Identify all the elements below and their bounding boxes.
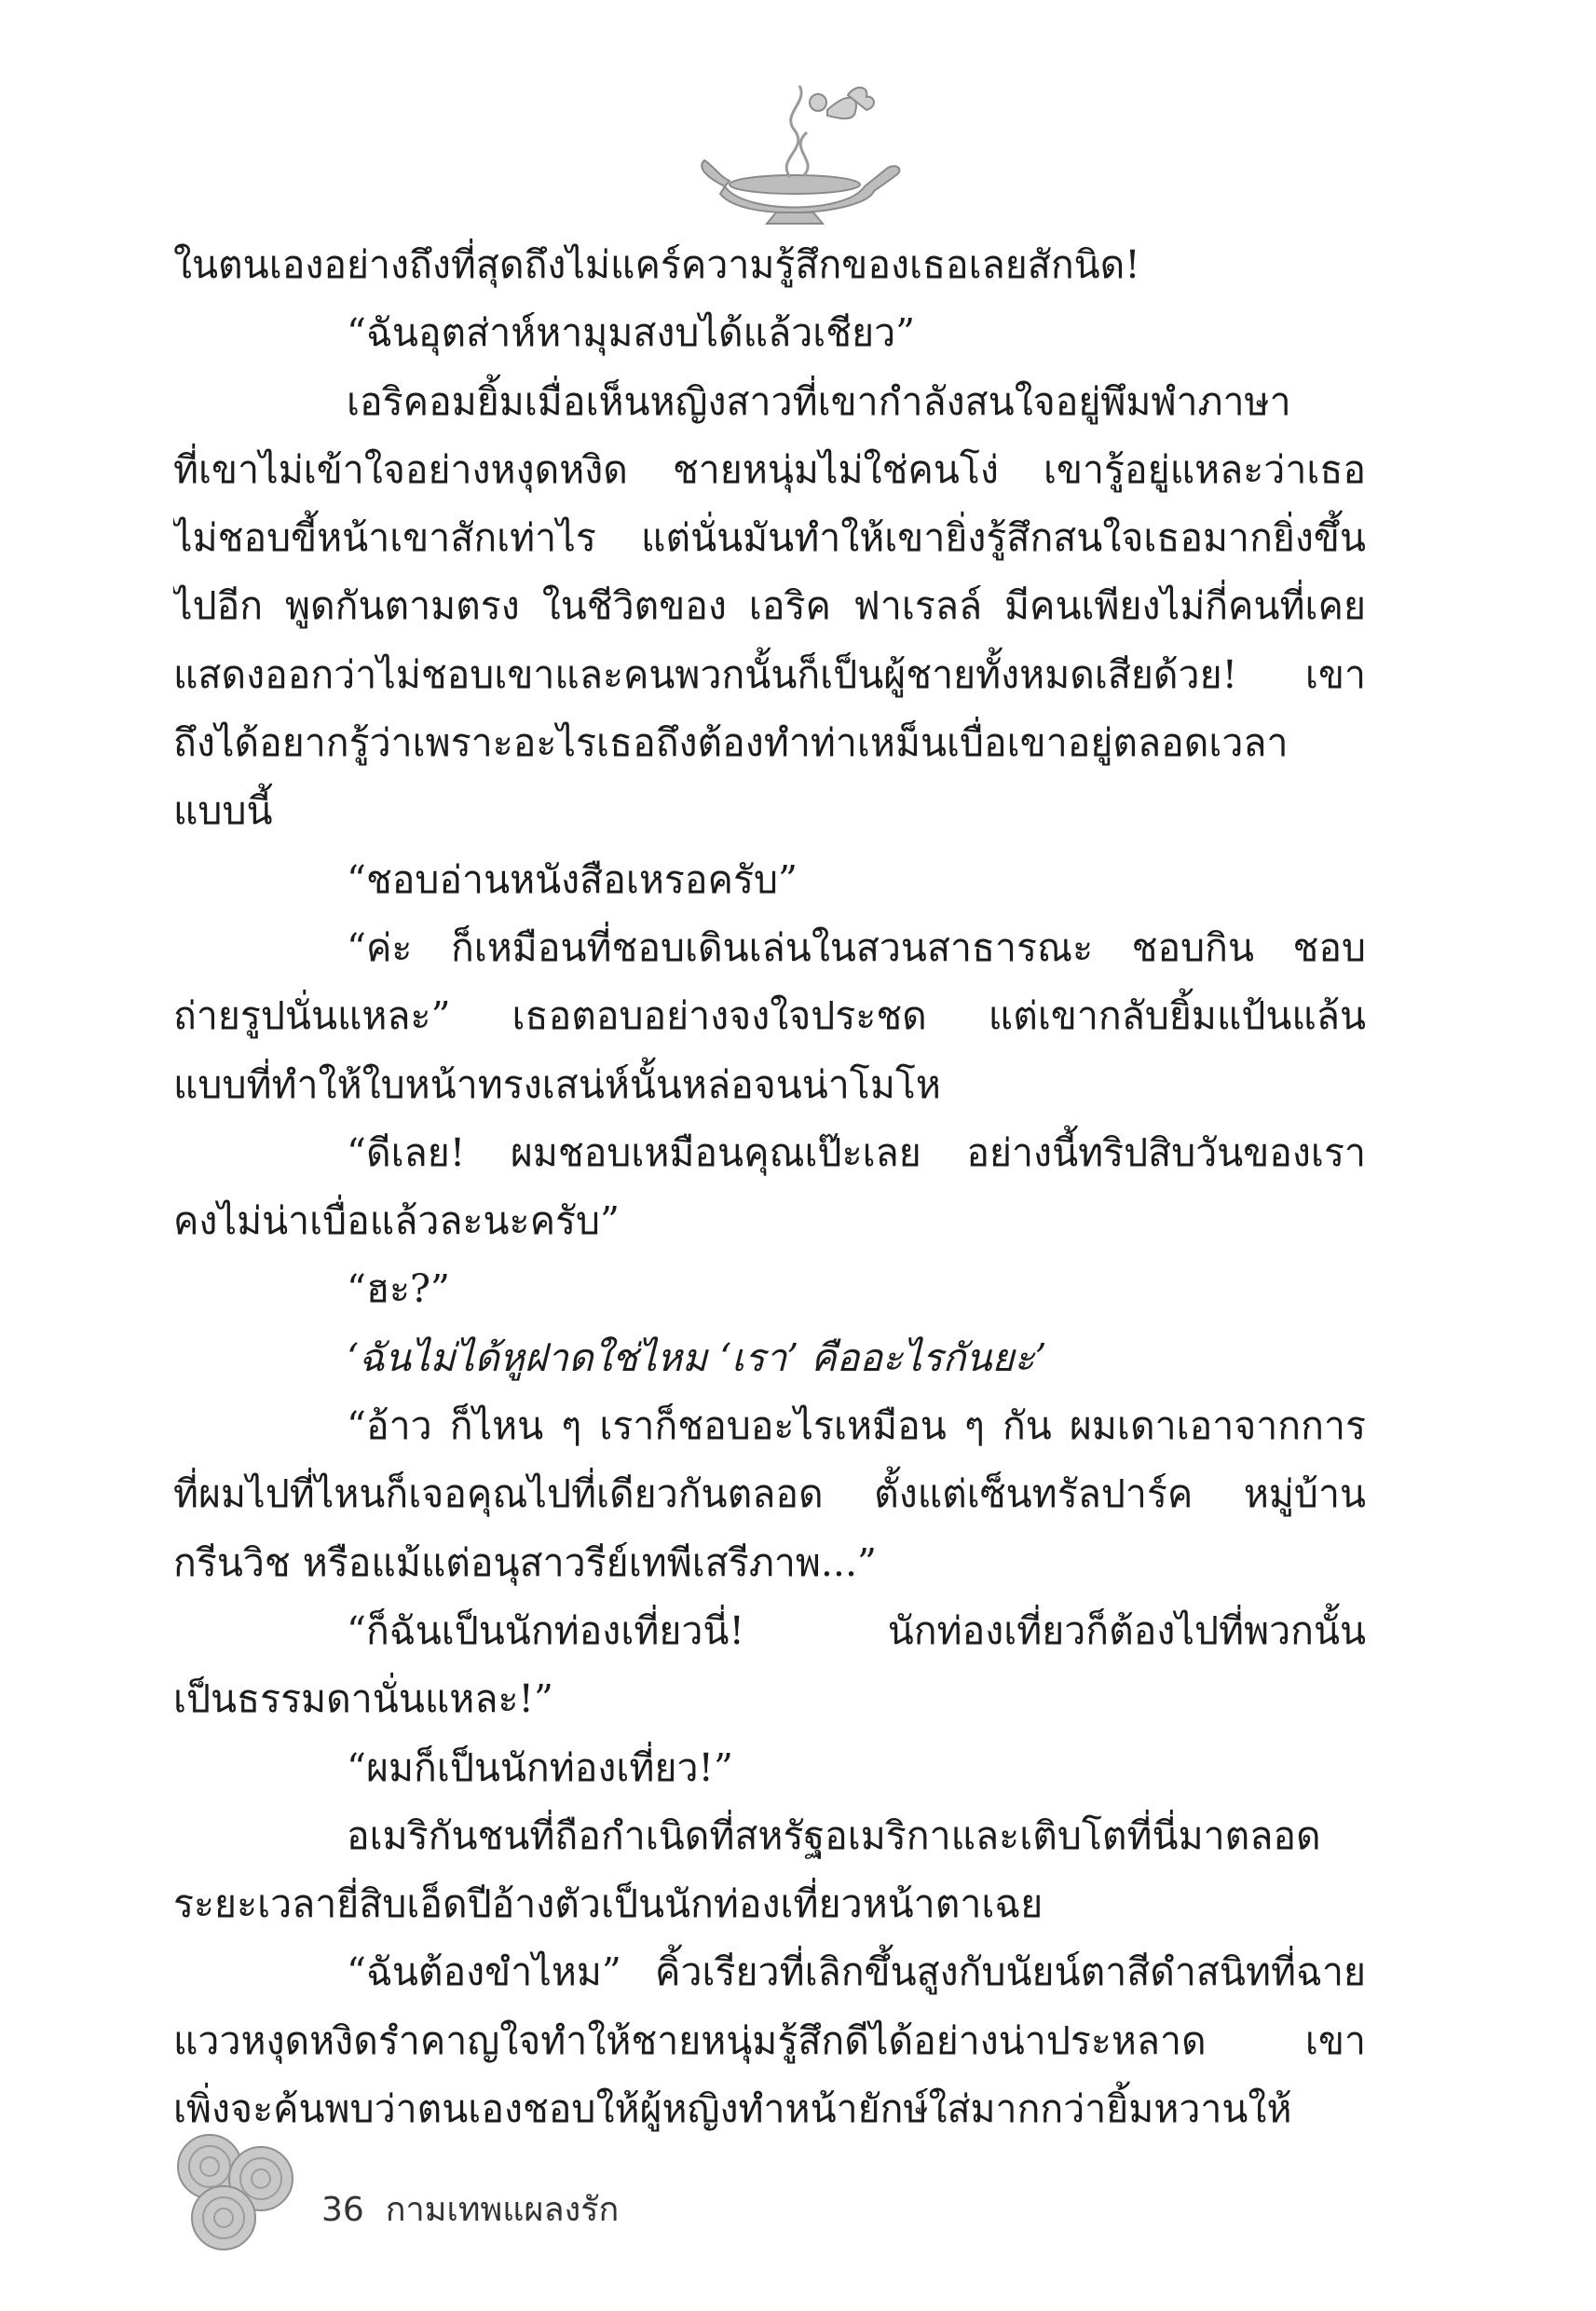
paragraph-line: แบบนี้ — [173, 788, 273, 834]
paragraph-line: เพิ่งจะค้นพบว่าตนเองชอบให้ผู้หญิงทำหน้ายักษ์ใส่มากกว่ายิ้มหวานให้ — [173, 2086, 1292, 2132]
paragraph-line: ไม่ชอบขี้หน้าเขาสักเท่าไร แต่นั่นมันทำให้เขายิ่งรู้สึกสนใจเธอมากยิ่งขึ้น — [173, 515, 1366, 561]
paragraph-line: ถ่ายรูปนั่นแหละ” เธอตอบอย่างจงใจประชด แต่เขากลับยิ้มแป้นแล้น — [173, 993, 1366, 1039]
page-footer — [168, 2125, 820, 2255]
paragraph-line: อเมริกันชนที่ถือกำเนิดที่สหรัฐอเมริกาและเติบโตที่นี่มาตลอด — [347, 1812, 1321, 1858]
paragraph-line: เป็นธรรมดานั่นแหละ!” — [173, 1676, 553, 1722]
paragraph-line: เอริคอมยิ้มเมื่อเห็นหญิงสาวที่เขากำลังสนใจอยู่พึมพำภาษา — [347, 378, 1291, 424]
paragraph-line: ในตนเองอย่างถึงที่สุดถึงไม่แคร์ความรู้สึกของเธอเลยสักนิด! — [173, 242, 1140, 287]
paragraph-line: แสดงออกว่าไม่ชอบเขาและคนพวกนั้นก็เป็นผู้ชายทั้งหมดเสียด้วย! เขา — [173, 651, 1366, 697]
paragraph-line: ที่เขาไม่เข้าใจอย่างหงุดหงิด ชายหนุ่มไม่ใช่คนโง่ เขารู้อยู่แหละว่าเธอ — [173, 446, 1366, 492]
paragraph-line: คงไม่น่าเบื่อแล้วละนะครับ” — [173, 1198, 621, 1244]
paragraph-line: ระยะเวลายี่สิบเอ็ดปีอ้างตัวเป็นนักท่องเที่ยวหน้าตาเฉย — [173, 1881, 1044, 1927]
dialogue-line: “ค่ะ ก็เหมือนที่ชอบเดินเล่นในสวนสาธารณะ ชอบกิน ชอบ — [347, 924, 1366, 970]
paragraph-line: ที่ผมไปที่ไหนก็เจอคุณไปที่เดียวกันตลอด ตั้งแต่เซ็นทรัลปาร์ค หมู่บ้าน — [173, 1471, 1366, 1517]
dialogue-line: “ฉันต้องขำไหม” คิ้วเรียวที่เลิกขึ้นสูงกับนัยน์ตาสีดำสนิทที่ฉาย — [347, 1949, 1366, 1995]
dialogue-line: “ผมก็เป็นนักท่องเที่ยว!” — [347, 1744, 733, 1790]
paragraph-line: กรีนวิช หรือแม้แต่อนุสาวรีย์เทพีเสรีภาพ...” — [173, 1539, 877, 1585]
dialogue-line: “ก็ฉันเป็นนักท่องเที่ยวนี่! นักท่องเที่ยวก็ต้องไปที่พวกนั้น — [347, 1607, 1366, 1653]
magic-lamp-with-cupid-icon — [688, 75, 911, 233]
paragraph-line: แบบที่ทำให้ใบหน้าทรงเสน่ห์นั้นหล่อจนน่าโมโห — [173, 1061, 941, 1107]
body-text — [173, 231, 1366, 2143]
inner-thought-line: ‘ฉันไม่ได้หูฝาดใช่ไหม ‘เรา’ คืออะไรกันยะ’ — [347, 1334, 1047, 1380]
book-title: กามเทพแผลงรัก — [385, 2191, 620, 2229]
page-number: 36 — [321, 2191, 364, 2229]
dialogue-line: “ฉันอุตส่าห์หามุมสงบได้แล้วเชียว” — [347, 310, 916, 356]
paragraph-line: แววหงุดหงิดรำคาญใจทำให้ชายหนุ่มรู้สึกดีได้อย่างน่าประหลาด เขา — [173, 2017, 1366, 2063]
dialogue-line: “ฮะ?” — [347, 1266, 450, 1312]
dialogue-line: “อ้าว ก็ไหน ๆ เราก็ชอบอะไรเหมือน ๆ กัน ผมเดาเอาจากการ — [347, 1403, 1366, 1449]
paragraph-line: ไปอีก พูดกันตามตรง ในชีวิตของ เอริค ฟาเรลล์ มีคนเพียงไม่กี่คนที่เคย — [173, 583, 1366, 629]
dialogue-line: “ชอบอ่านหนังสือเหรอครับ” — [347, 856, 798, 902]
rosette-cluster-icon — [168, 2125, 307, 2255]
dialogue-line: “ดีเลย! ผมชอบเหมือนคุณเป๊ะเลย อย่างนี้ทริปสิบวันของเรา — [347, 1129, 1366, 1175]
paragraph-line: ถึงได้อยากรู้ว่าเพราะอะไรเธอถึงต้องทำท่าเหม็นเบื่อเขาอยู่ตลอดเวลา — [173, 720, 1289, 766]
